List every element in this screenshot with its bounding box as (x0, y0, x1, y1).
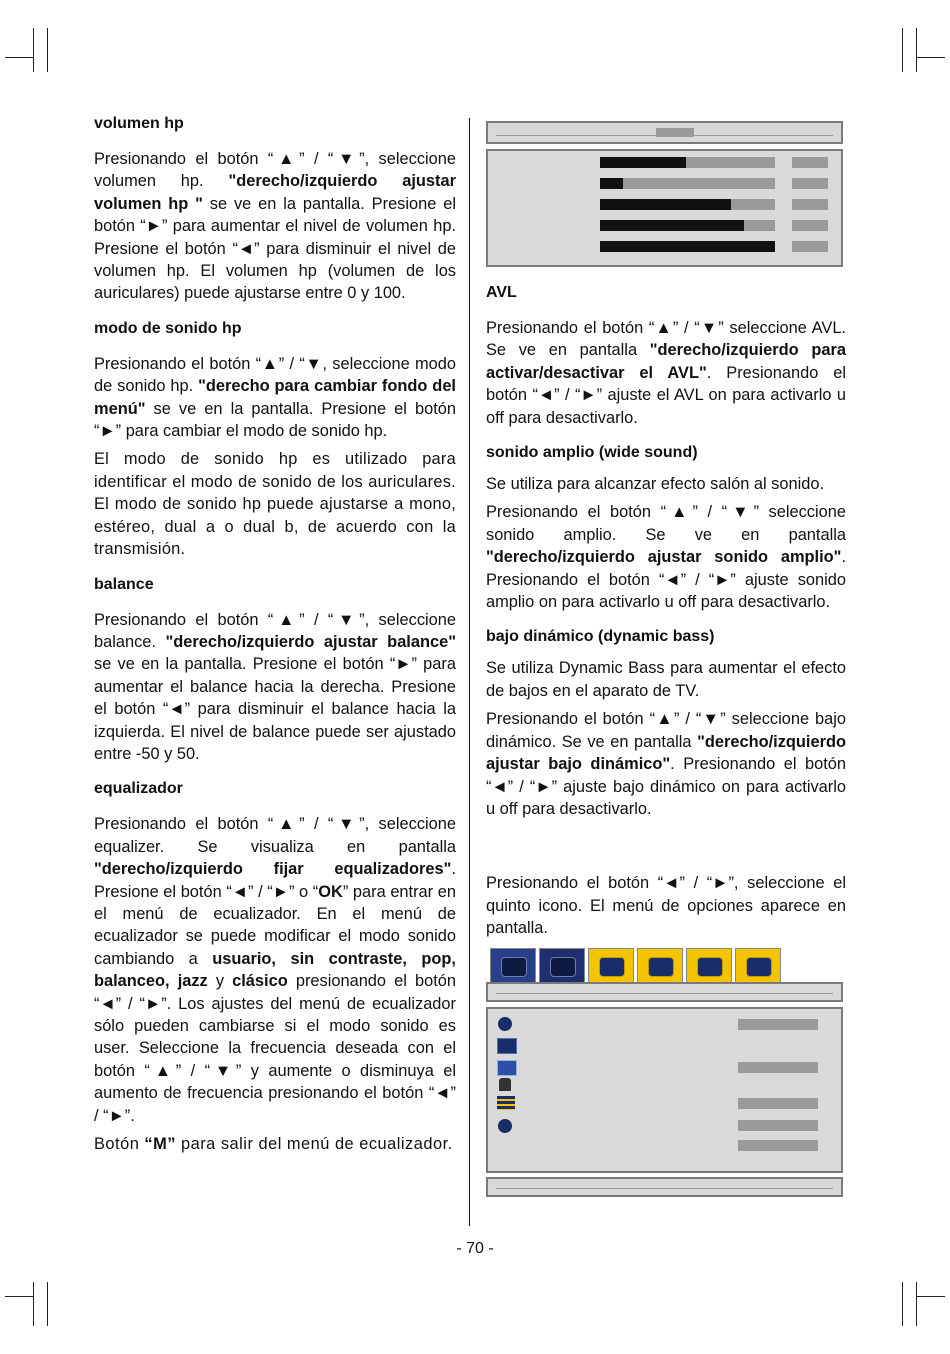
level-bar-fill (600, 199, 731, 210)
level-bar-fill (600, 178, 623, 189)
settings-round-icon (498, 1119, 512, 1133)
level-bar-fill (600, 220, 744, 231)
paragraph-avl (486, 317, 846, 429)
sound-menu-screenshot (486, 121, 843, 281)
menu-tab-picture-icon[interactable] (490, 948, 536, 984)
text-run: "derecho/izquierdo fijar equalizadores" (94, 860, 452, 879)
round-icon (498, 1017, 512, 1031)
options-menu-title-bar (486, 982, 843, 1002)
level-value-box (792, 220, 828, 231)
paragraph-balance (94, 609, 456, 766)
text-run: . Presionando el botón “◄” / “►” ajuste bajo dinámico on para activarlo u off para desactivarlo. (486, 755, 846, 818)
sound-menu-title-bar (486, 121, 843, 144)
paragraph-quinto-icono: Presionando el botón “◄” / “►”, seleccione el quinto icono. El menú de opciones aparece en pantalla. (486, 874, 846, 938)
paragraph-sonido-amplio-1: Se utiliza para alcanzar efecto salón al sonido. (486, 475, 825, 494)
level-value-box (792, 199, 828, 210)
paragraph-bajo-dinamico-2 (486, 708, 846, 820)
text-run: "derecho para cambiar fondo del menú" (94, 377, 456, 418)
text-run: se ve en la pantalla. Presione el botón “►” para aumentar el balance hacia la derecha. Presione el botón “◄” para disminuir el balance hacia la izquierda. El nivel de balance puede ser ajustado entre -50 y 50. (94, 655, 456, 763)
text-run: Presionando el botón “▲” / “▼”, seleccione volumen hp. (94, 150, 456, 191)
paragraph-equalizador-2 (94, 1133, 456, 1155)
text-run: "derecho/izquierdo ajustar volumen hp " (94, 172, 456, 213)
heading-balance: balance (94, 575, 154, 593)
text-run: para salir del menú de ecualizador. (175, 1135, 453, 1154)
level-bar (600, 178, 775, 189)
option-value-3 (738, 1062, 818, 1073)
left-column (94, 112, 456, 1161)
heading-volumen-hp: volumen hp (94, 115, 184, 132)
menu-tabs (486, 948, 786, 984)
heading-avl: AVL (486, 284, 517, 301)
heading-equalizador: equalizador (94, 780, 183, 798)
text-run: "derecho/izquierdo ajustar balance" (165, 632, 456, 651)
screen-icon (497, 1038, 517, 1054)
text-run: Botón (94, 1135, 145, 1154)
window-icon (599, 957, 625, 977)
option-value-1 (738, 1019, 818, 1030)
text-run: se ve en la pantalla. Presione el botón “►” para aumentar el nivel de volumen hp. Presione el botón “◄” para disminuir el nivel de volumen hp. El volumen hp (volumen de los auriculares) puede ajustarse entre 0 y 100. (94, 194, 456, 303)
heading-bajo-dinamico: bajo dinámico (dynamic bass) (486, 628, 715, 646)
text-run: Presionando el botón “▲” / “▼” seleccione AVL. Se ve en pantalla (486, 319, 846, 360)
text-run: OK (318, 882, 343, 901)
speaker-icon (648, 957, 674, 977)
list-icon (497, 1096, 515, 1110)
settings-icon (746, 957, 772, 977)
paragraph-modo-sonido-1 (94, 353, 456, 443)
level-bar (600, 157, 775, 168)
level-bar (600, 241, 775, 252)
text-run: Presionando el botón “▲” / “▼”, seleccione equalizer. Se visualiza en pantalla (94, 815, 456, 856)
level-value-box (792, 178, 828, 189)
level-value-box (792, 157, 828, 168)
text-run: ” para entrar en el menú de ecualizador. En el menú de ecualizador se puede modificar el modo sonido cambiando a (94, 882, 456, 968)
picture-icon (501, 957, 527, 977)
options-menu-screenshot (486, 948, 843, 1198)
text-run: "derecho/izquierdo ajustar sonido amplio" (486, 548, 842, 567)
column-divider (469, 118, 470, 1226)
text-run: “M” (144, 1135, 176, 1154)
menu-tab-tools-icon[interactable] (686, 948, 732, 984)
sound-menu-title-block (656, 128, 694, 137)
menu-tab-settings-icon[interactable] (735, 948, 781, 984)
text-run: . Presione el botón “◄” / “►” o “ (94, 860, 456, 901)
level-bar-fill (600, 157, 686, 168)
paragraph-bajo-dinamico-1: Se utiliza Dynamic Bass para aumentar el efecto de bajos en el aparato de TV. (486, 659, 846, 700)
text-run: clásico (232, 972, 288, 991)
text-run: . Presionando el botón “◄” / “►” ajuste sonido amplio on para activarlo u off para desactivarlo. (486, 548, 846, 612)
page-number: - 70 - (456, 1240, 494, 1257)
screen-icon (550, 957, 576, 977)
text-run: . Presionando el botón “◄” / “►” ajuste el AVL on para activarlo u off para desactivarlo. (486, 363, 846, 427)
tools-icon (697, 957, 723, 977)
window-icon (497, 1060, 517, 1076)
sound-menu-body (486, 149, 843, 267)
heading-sonido-amplio: sonido amplio (wide sound) (486, 444, 698, 462)
menu-tab-speaker-icon[interactable] (637, 948, 683, 984)
menu-tab-window-icon[interactable] (588, 948, 634, 984)
option-value-5 (738, 1098, 818, 1109)
text-run: Presionando el botón “▲” / “▼” seleccione bajo dinámico. Se ve en pantalla (486, 710, 846, 751)
level-value-box (792, 241, 828, 252)
paragraph-volumen-hp (94, 148, 456, 305)
level-bar (600, 220, 775, 231)
text-run: "derecho/izquierdo ajustar bajo dinámico" (486, 732, 846, 774)
paragraph-sonido-amplio-2 (486, 501, 846, 613)
lock-icon (499, 1078, 511, 1091)
paragraph-equalizador-1 (94, 813, 456, 1127)
option-value-7 (738, 1140, 818, 1151)
text-run: y (207, 972, 233, 991)
text-run: usuario, sin contraste, pop, balanceo, jazz (94, 949, 456, 991)
paragraph-modo-sonido-2: El modo de sonido hp es utilizado para identificar el modo de sonido de los auriculares. El modo de sonido hp puede ajustarse a mono, estéreo, dual a o dual b, de acuerdo con la transmisión. (94, 450, 456, 559)
option-value-6 (738, 1120, 818, 1131)
text-run: se ve en la pantalla. Presione el botón “►” para cambiar el modo de sonido hp. (94, 399, 456, 441)
right-column (486, 112, 846, 1198)
text-run: Presionando el botón “▲” / “▼, seleccione modo de sonido hp. (94, 354, 456, 396)
text-run: Presionando el botón “▲” / “▼”, seleccione balance. (94, 610, 456, 651)
level-bar (600, 199, 775, 210)
text-run: Presionando el botón “▲” / “▼” seleccione sonido amplio. Se ve en pantalla (486, 503, 846, 544)
text-run: "derecho/izquierdo para activar/desactivar el AVL" (486, 341, 846, 382)
text-run: presionando el botón “◄” / “►”. Los ajustes del menú de ecualizador sólo pueden cambiarse si el modo sonido es user. Seleccione la frecuencia deseada con el botón “▲” / “▼” y aumente o disminuya el aumento de frecuencia presionando el botón “◄” / “►”. (94, 972, 456, 1125)
options-menu-footer-bar (486, 1177, 843, 1197)
menu-tab-screen-icon[interactable] (539, 948, 585, 984)
level-bar-fill (600, 241, 775, 252)
options-menu-body (486, 1007, 843, 1173)
heading-modo-sonido-hp: modo de sonido hp (94, 319, 242, 337)
